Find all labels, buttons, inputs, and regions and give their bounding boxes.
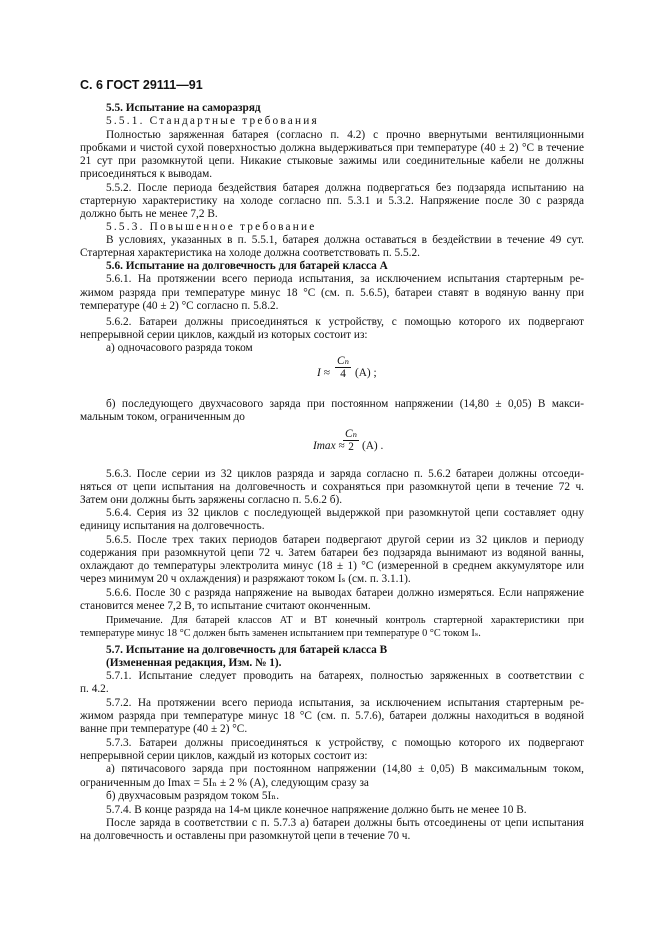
paragraph-line: содержания при разомкнутой цепи 72 ч. Затем батареи без подзаряда вынимают из водяной ванны, [80, 547, 584, 559]
paragraph-line: непрерывной серии циклов, каждый из которых состоит из: [80, 750, 368, 762]
section-heading-5-5: 5.5. Испытание на саморазряд [106, 102, 261, 114]
note-line: Примечание. Для батарей классов АТ и ВТ конечный контроль стартерной характеристики при [106, 615, 584, 626]
paragraph-line: п. 4.2. [80, 683, 109, 695]
paragraph-line: 5.7.4. В конце разряда на 14-м цикле конечное напряжение должно быть не менее 10 В. [106, 804, 527, 816]
paragraph-line: няться от цепи испытания на долговечность и сохраняться при разомкнутой цепи в течение 72 ч. [80, 481, 584, 493]
paragraph-line: жимом разряда при температуре минус 18 °С (см. п. 5.7.6), батареи должны находиться в водяной [80, 710, 584, 722]
formula-unit: (А) ; [355, 367, 377, 379]
formula-denominator: 2 [348, 441, 354, 453]
paragraph-line: 5.7.3. Батареи должны присоединяться к устройству, с помощью которого их подвергают [106, 737, 584, 749]
paragraph-line: на долговечность и оставлены при разомкнутой цепи в течение 70 ч. [80, 830, 411, 842]
paragraph-line: После заряда в соответствии с п. 5.7.3 а) батареи должны быть отсоединены от цепи испытания [106, 817, 584, 829]
paragraph-line: В условиях, указанных в п. 5.5.1, батарея должна оставаться в бездействии в течение 49 сут. [106, 234, 584, 246]
paragraph-line: жимом разряда при температуре минус 18 °С (см. п. 5.6.5), батареи ставят в водяную ванну при [80, 287, 584, 299]
formula-numerator: Cₙ [345, 428, 358, 440]
note-line: температуре минус 18 °С должен быть заменен испытанием при температуре 0 °С током Iₛ. [80, 628, 481, 639]
paragraph-line: ограниченным до Imax = 5Iₙ ± 2 % (А), следующим сразу за [80, 777, 369, 789]
section-heading-5-7: 5.7. Испытание на долговечность для батарей класса В [106, 644, 388, 656]
paragraph-line: должно быть не менее 7,2 В. [80, 208, 218, 220]
section-heading-5-6: 5.6. Испытание на долговечность для батарей класса А [106, 260, 388, 272]
paragraph-line: 5.6.5. После трех таких периодов батареи подвергают другой серии из 32 циклов и периоду [106, 534, 584, 546]
paragraph-line: б) последующего двухчасового заряда при постоянном напряжении (14,80 ± 0,05) В макси- [106, 398, 584, 410]
amendment-note: (Измененная редакция, Изм. № 1). [106, 657, 282, 669]
formula-lhs: I ≈ [317, 367, 330, 379]
paragraph-line: становится менее 7,2 В, то испытание считают оконченным. [80, 600, 371, 612]
paragraph-line: 5.6.6. После 30 с разряда напряжение на выводах батареи должно измеряться. Если напряжение [106, 587, 584, 599]
paragraph-line: присоединяться к выводам. [80, 168, 213, 180]
paragraph-line: единицу испытания на долговечность. [80, 520, 265, 532]
formula-numerator: Cₙ [337, 355, 350, 367]
formula-unit: (А) . [362, 440, 384, 452]
paragraph-line: 5.6.3. После серии из 32 циклов разряда и заряда согласно п. 5.6.2 батареи должны отсоеди- [106, 468, 584, 480]
paragraph-line: 5.6.4. Серия из 32 циклов с последующей выдержкой при разомкнутой цепи составляет одну [106, 507, 584, 519]
formula-denominator: 4 [340, 368, 346, 380]
paragraph-line: а) одночасового разряда током [106, 342, 253, 354]
subsection-increased-requirement: 5.5.3. Повышенное требование [106, 221, 317, 233]
paragraph-line: мальным током, ограниченным до [80, 411, 245, 423]
formula-fraction [335, 355, 351, 380]
paragraph-line: Затем они должны быть заряжены согласно п. 5.6.2 б). [80, 494, 343, 506]
formula-lhs: Imax ≈ [313, 440, 345, 452]
paragraph-line: температуре (40 ± 2) °С согласно п. 5.8.2. [80, 300, 279, 312]
paragraph-line: а) пятичасового заряда при постоянном напряжении (14,80 ± 0,05) В максимальным током, [106, 763, 584, 775]
paragraph-line: 5.6.1. На протяжении всего периода испытания, за исключением испытания стартерным ре- [106, 273, 584, 285]
page-header: С. 6 ГОСТ 29111—91 [80, 78, 203, 92]
paragraph-line: непрерывной серии циклов, каждый из которых состоит из: [80, 329, 368, 341]
paragraph-line: 5.7.1. Испытание следует проводить на батареях, полностью заряженных в соответствии с [106, 670, 584, 682]
paragraph-line: охлаждают до температуры электролита минус (18 ± 1) °С (измеренной в среднем аккумуляторе или [80, 560, 584, 572]
paragraph-line: 21 сут при разомкнутой цепи. Никакие стыковые зажимы или соединительные кабели не должны [80, 155, 584, 167]
paragraph-line: Полностью заряженная батарея (согласно п. 4.2) с прочно ввернутыми вентиляционными [106, 129, 584, 141]
paragraph-line: через минимум 20 ч охлаждения) и разряжают током Iₛ (см. п. 3.1.1). [80, 573, 411, 585]
paragraph-line: пробками и чистой сухой поверхностью должна выдерживаться при температуре (40 ± 2) °С в течение [80, 142, 584, 154]
paragraph-line: 5.6.2. Батареи должны присоединяться к устройству, с помощью которого их подвергают [106, 316, 584, 328]
paragraph-line: 5.5.2. После периода бездействия батарея должна подвергаться без подзаряда испытанию на [106, 182, 584, 194]
subsection-standard-requirements: 5.5.1. Стандартные требования [106, 115, 319, 127]
paragraph-line: б) двухчасовым разрядом током 5Iₙ. [106, 790, 280, 802]
formula-fraction [343, 428, 359, 453]
paragraph-line: стартерную характеристику на холоде согласно пп. 5.3.1 и 5.3.2. Напряжение после 30 с разряда [80, 195, 584, 207]
paragraph-line: Стартерная характеристика на холоде должна соответствовать п. 5.5.2. [80, 247, 420, 259]
paragraph-line: ванне при температуре (40 ± 2) °С. [80, 723, 248, 735]
paragraph-line: 5.7.2. На протяжении всего периода испытания, за исключением испытания стартерным ре- [106, 697, 584, 709]
